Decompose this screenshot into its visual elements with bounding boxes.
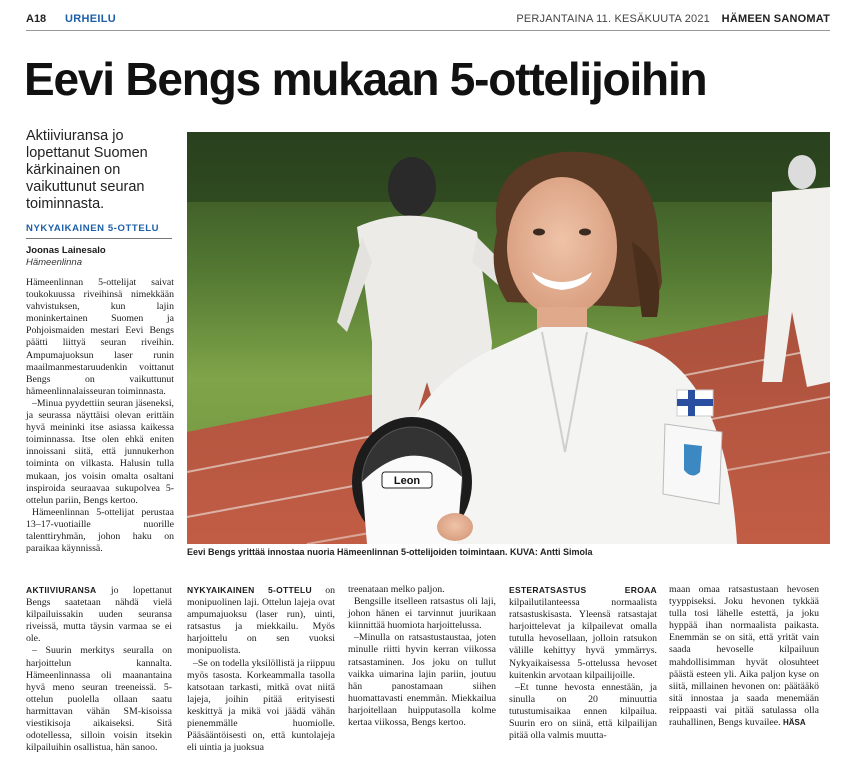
column-4-paragraph-2: –Et tunne hevosta ennestään, ja sinulla on 20 minuuttia tutustumisaikaa ennen kilpailua. Suurin ero on siinä, että kilpailijan pitää olla valmis muutta- — [509, 681, 657, 742]
column-1-text-1: jo lopettanut Bengs saatetaan nähdä vielä kilpailuissakin uuden seuransa riveissä, mutta täysin varmaa se ei ole. — [26, 585, 172, 645]
column-5-text-1: maan omaa ratsastustaan hevosen tyyppiseksi. Joku hevonen tykkää tulla tosi lähelle estettä, ja joku hyppää ihan normaalista paikasta. Enemmän se on sitä, että yrität vain saada hevoselle kilpailuun mahdollisimman hyvät olosuhteet päästä esteen yli. Aika paljon kyse on siitä, millainen hevonen on: päätääkö sitä innostaa ja saada menemään reippaasti vai pitää satulassa olla rauhallinen, Bengs kuvailee. — [669, 584, 819, 729]
body-column-2 — [187, 584, 335, 754]
issue-date: PERJANTAINA 11. KESÄKUUTA 2021 — [516, 13, 710, 25]
author-signature: HÄSA — [783, 718, 806, 728]
body-column-4 — [509, 584, 657, 742]
column-5-paragraph-1 — [669, 584, 819, 729]
column-1-paragraph-2: – Suurin merkitys seuralla on harjoittelun kannalta. Hämeenlinnassa oli maanantaina hyvä meno seuran treeneissä. 5-ottelun puolella ollaan saatu harmittavan vähän SM-kisoissa viestikisoja aikaiseksi. Sitä odotellessa, silloin voisin itsekin kilpailuihin osallistua, hän sanoo. — [26, 645, 172, 754]
author-name: Joonas Lainesalo — [26, 245, 106, 256]
photo-caption: Eevi Bengs yrittää innostaa nuoria Hämeenlinnan 5-ottelijoiden toimintaan. KUVA: Antti Simola — [187, 547, 593, 557]
dateline-place: Hämeenlinna — [26, 257, 82, 268]
header-divider — [26, 30, 830, 31]
column-3-paragraph-1: treenataan melko paljon. — [348, 584, 445, 595]
body-column-1 — [26, 584, 172, 754]
mask-brand-label: Leon — [393, 475, 421, 487]
kicker-divider — [26, 238, 172, 239]
article-headline: Eevi Bengs mukaan 5-ottelijoihin — [24, 53, 707, 105]
article-photo — [187, 132, 830, 544]
column-4-paragraph-1 — [509, 584, 657, 682]
column-1-paragraph-1 — [26, 584, 172, 645]
column-4-kicker: ESTERATSASTUS EROAA — [509, 585, 657, 595]
body-column-3 — [348, 584, 496, 729]
column-2-kicker: NYKYAIKAINEN 5-OTTELU — [187, 585, 312, 595]
side-paragraph-3: Hämeenlinnan 5-ottelijat perustaa 13–17-vuotiaille nuorille talenttiryhmän, johon haku on paraikaa käynnissä. — [26, 506, 174, 555]
page-header — [26, 10, 830, 30]
column-2-paragraph-2: –Se on todella yksilöllistä ja riippuu myös tasosta. Korkeammalla tasolla katsotaan tarkasti, mitkä ovat niitä lajeja, joihin pitää erityisesti keskittyä ja mikä voi jäädä vähän pienemmälle huomiolle. Pääsääntöisesti on, että kuntolajeja eli uintia ja juoksua — [187, 657, 335, 754]
side-paragraph-2: –Minua pyydettiin seuran jäseneksi, ja seurassa näyttäisi olevan erittäin hyvä meininki itse asiassa kaikessa toiminnassa. Itse olen ehkä eniten innoissani siitä, että junnukerhon toiminta on vilkasta. Halusin tulla mukaan, jos voisin omalta osaltani inspiroida seuraavaa sukupolvea 5-ottelun pariin, Bengs kertoo. — [26, 397, 174, 506]
article-lead: Aktiiviuransa jo lopettanut Suomen kärkinainen on vaikuttunut seuran toiminnasta. — [26, 128, 148, 212]
column-2-paragraph-1 — [187, 584, 335, 658]
side-body-text — [26, 277, 174, 555]
page-number: A18 — [26, 13, 47, 25]
body-column-5 — [669, 584, 819, 729]
column-1-kicker: AKTIIVIURANSA — [26, 585, 97, 595]
column-4-text-1: kilpailutilanteessa normaalista ratsastuskisasta. Yleensä ratsastajat harjoittelevat ja kilpailevat omalla tutulla hevosellaan, jolloin ratsukon välille kehittyy hyvä ymmärrys. Nykyaikaisessa 5-ottelussa hevoset kuitenkin arvotaan kilpailijoille. — [509, 597, 657, 681]
article-kicker: NYKYAIKAINEN 5-OTTELU — [26, 223, 160, 234]
column-2-text-1: on monipuolinen laji. Ottelun lajeja ovat ampumajuoksu (laser run), uinti, ratsastus ja miekkailu. Myös harjoittelu on sen vuoksi monipuolista. — [187, 585, 336, 657]
column-3-paragraph-3: –Minulla on ratsastustaustaa, joten minulle riitti hyvin kerran viikossa ratsastaminen. Jos joku on tullut vaikka uimarina lajin pariin, joutuu hän panostamaan siihen huomattavasti enemmän. Miekkailua harjoitellaan huipputasolla kolme kertaa viikossa, Bengs kertoo. — [348, 632, 496, 729]
photo-illustration — [187, 132, 830, 544]
section-name: URHEILU — [65, 13, 116, 25]
column-3-paragraph-2: Bengsille itselleen ratsastus oli laji, johon hänen ei tarvinnut juurikaan kiinnittää huomiota harjoittelussa. — [348, 596, 496, 632]
side-paragraph-1: Hämeenlinnan 5-ottelijat saivat toukokuussa riveihinsä nimekkään vahvistuksen, kun lajin moninkertainen Suomen ja Pohjoismaiden mestari Eevi Bengs päätti liittyä seuran riveihin. Ampumajuoksun laser runin maailmanmestaruudenkin voittanut Bengs on vaikuttunut hämeenlinnalaisseuran toiminnasta. — [26, 277, 174, 397]
newspaper-name: HÄMEEN SANOMAT — [721, 13, 830, 25]
